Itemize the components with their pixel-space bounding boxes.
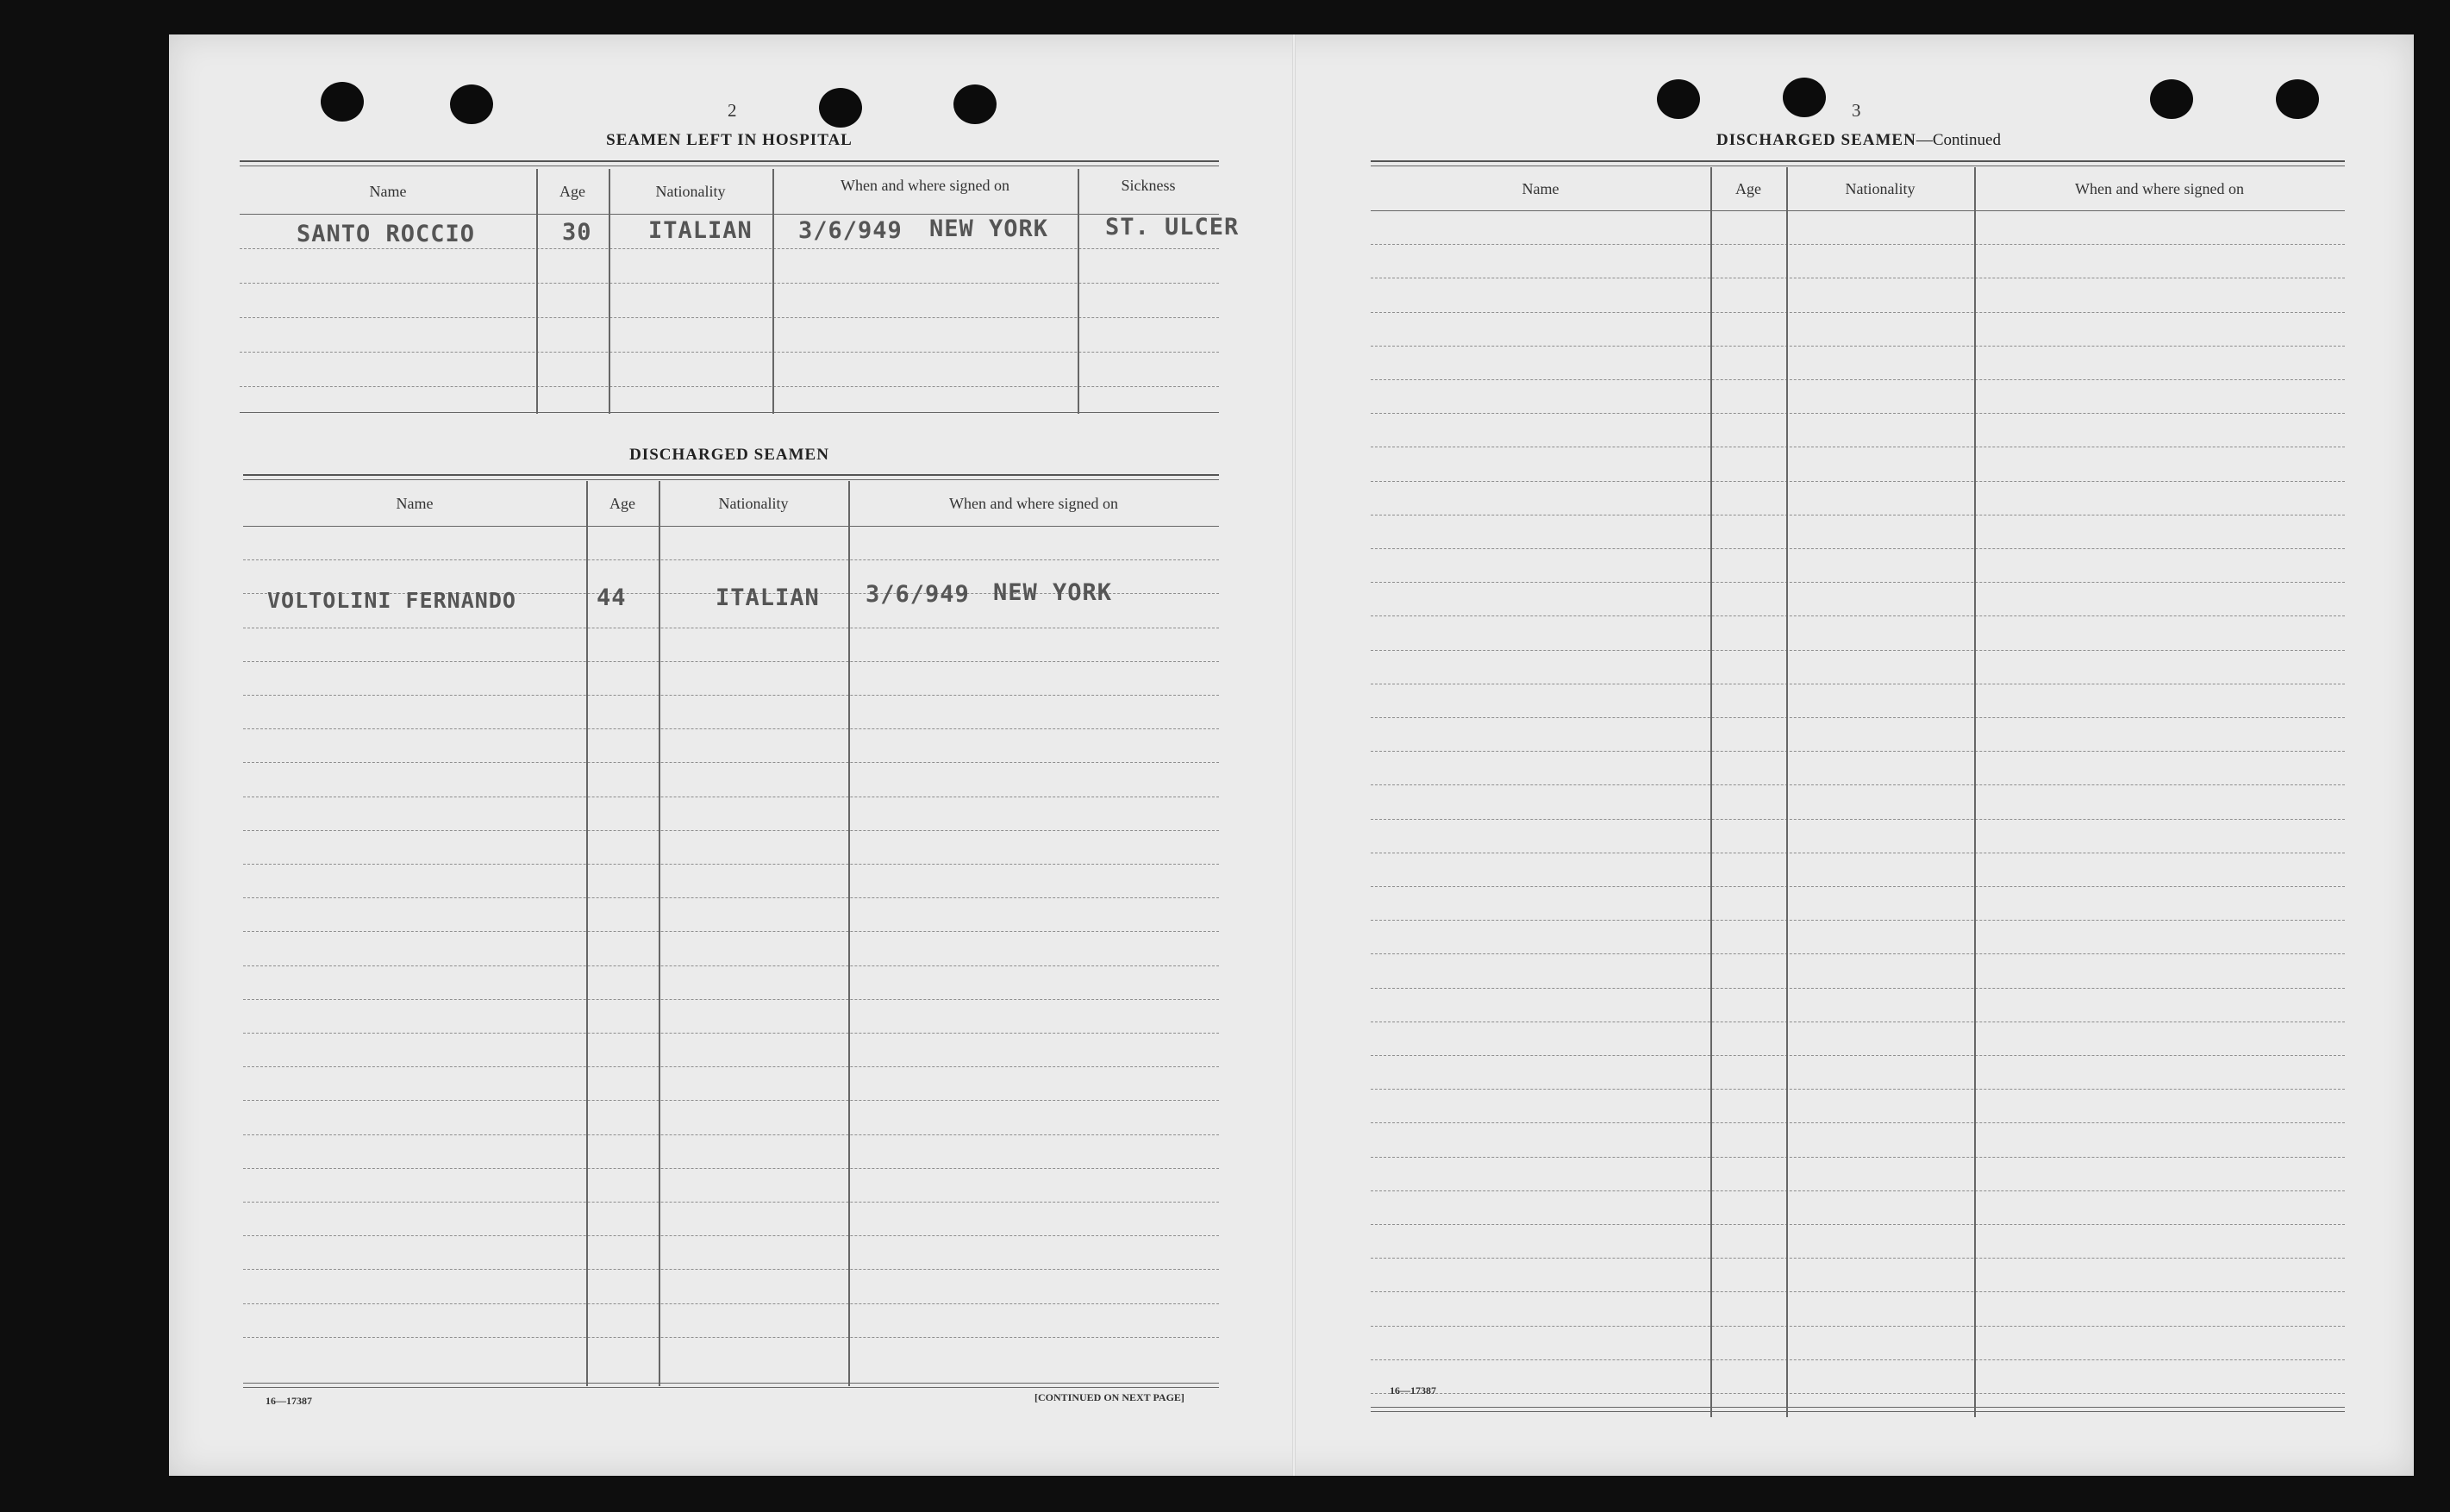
row-line — [1371, 1089, 2345, 1090]
column-divider — [609, 169, 610, 414]
form-number: 16—17387 — [266, 1395, 312, 1407]
row-line — [1371, 751, 2345, 752]
row-line — [243, 1303, 1219, 1304]
row-line — [1371, 1190, 2345, 1191]
section-title-discharged-continued — [1557, 131, 2160, 150]
section-title: DISCHARGED SEAMEN — [1716, 131, 1916, 149]
column-header-name: Name — [369, 182, 407, 200]
hospital-row-age: 30 — [562, 219, 592, 246]
table-rule — [243, 479, 1219, 480]
column-header-nationality: Nationality — [655, 182, 726, 200]
column-divider — [848, 481, 850, 1386]
row-line — [1371, 886, 2345, 887]
column-header-signed-on: When and where signed on — [2075, 179, 2244, 197]
row-line — [243, 1235, 1219, 1236]
column-divider — [1786, 167, 1788, 1417]
header-divider — [240, 214, 1219, 215]
row-line — [1371, 1055, 2345, 1056]
section-title-suffix: —Continued — [1916, 131, 2001, 149]
page-fold — [1292, 34, 1296, 1476]
table-rule — [240, 160, 1219, 162]
column-header-age: Age — [559, 182, 585, 200]
hospital-row-date: 3/6/949 — [798, 217, 903, 244]
discharged-row-nationality: ITALIAN — [716, 584, 820, 611]
left-page — [169, 34, 1290, 1476]
column-header-nationality: Nationality — [718, 494, 789, 512]
row-line — [1371, 582, 2345, 583]
row-line — [1371, 346, 2345, 347]
row-line — [1371, 819, 2345, 820]
hospital-row-name: SANTO ROCCIO — [297, 221, 476, 247]
discharged-row-place: NEW YORK — [993, 579, 1113, 606]
row-line — [1371, 379, 2345, 380]
column-divider — [1078, 169, 1079, 414]
column-header-signed-on: When and where signed on — [949, 494, 1118, 512]
row-line — [1371, 784, 2345, 785]
row-line — [1371, 650, 2345, 651]
row-line — [1371, 244, 2345, 245]
column-divider — [1710, 167, 1712, 1417]
row-line — [243, 999, 1219, 1000]
row-line — [243, 897, 1219, 898]
row-line — [240, 248, 1219, 249]
header-divider — [1371, 210, 2345, 211]
row-line — [1371, 481, 2345, 482]
row-line — [1371, 1122, 2345, 1123]
row-line — [243, 1033, 1219, 1034]
document-sheet — [169, 34, 2414, 1476]
header-divider — [243, 526, 1219, 527]
table-bottom-rule — [240, 412, 1219, 413]
column-header-nationality: Nationality — [1845, 179, 1916, 197]
row-line — [243, 965, 1219, 966]
table-bottom-rule — [1371, 1407, 2345, 1408]
row-line — [243, 1066, 1219, 1067]
row-line — [243, 1202, 1219, 1203]
row-line — [1371, 1157, 2345, 1158]
row-line — [243, 559, 1219, 560]
right-page — [1298, 34, 2414, 1476]
row-line — [240, 283, 1219, 284]
row-line — [243, 1269, 1219, 1270]
column-header-signed-on: When and where signed on — [841, 176, 1009, 194]
row-line — [1371, 1326, 2345, 1327]
row-line — [243, 1168, 1219, 1169]
table-rule — [243, 474, 1219, 476]
hospital-table — [240, 160, 1240, 415]
row-line — [1371, 615, 2345, 616]
hospital-row-sickness: ST. ULCER — [1105, 214, 1240, 241]
discharged-row-date: 3/6/949 — [866, 581, 970, 608]
hospital-row-nationality: ITALIAN — [648, 217, 753, 244]
row-line — [243, 695, 1219, 696]
table-bottom-rule — [243, 1383, 1219, 1384]
row-line — [1371, 1359, 2345, 1360]
row-line — [243, 1337, 1219, 1338]
column-divider — [772, 169, 774, 414]
column-header-name: Name — [1522, 179, 1559, 197]
row-line — [1371, 312, 2345, 313]
discharged-continued-table — [1371, 160, 2345, 1414]
row-line — [1371, 953, 2345, 954]
row-line — [243, 661, 1219, 662]
row-line — [240, 386, 1219, 387]
column-divider — [536, 169, 538, 414]
row-line — [1371, 413, 2345, 414]
row-line — [1371, 1393, 2345, 1394]
column-header-age: Age — [609, 494, 635, 512]
column-header-sickness: Sickness — [1121, 176, 1176, 194]
row-line — [1371, 988, 2345, 989]
row-line — [240, 352, 1219, 353]
row-line — [1371, 548, 2345, 549]
page-number: 2 — [728, 100, 737, 121]
section-title-hospital: SEAMEN LEFT IN HOSPITAL — [606, 131, 853, 149]
row-line — [1371, 920, 2345, 921]
table-bottom-rule — [1371, 1411, 2345, 1412]
row-line — [243, 728, 1219, 729]
section-title-discharged: DISCHARGED SEAMEN — [629, 446, 829, 464]
row-line — [243, 1134, 1219, 1135]
hospital-row-place: NEW YORK — [929, 216, 1049, 242]
column-divider — [586, 481, 588, 1386]
row-line — [243, 864, 1219, 865]
row-line — [240, 317, 1219, 318]
column-header-age: Age — [1735, 179, 1761, 197]
discharged-row-name: VOLTOLINI FERNANDO — [267, 588, 516, 613]
column-divider — [1974, 167, 1976, 1417]
row-line — [243, 830, 1219, 831]
row-line — [243, 762, 1219, 763]
discharged-row-age: 44 — [597, 584, 627, 611]
form-number: 16—17387 — [1390, 1384, 1436, 1396]
row-line — [1371, 1258, 2345, 1259]
page-number: 3 — [1852, 100, 1861, 121]
column-header-name: Name — [396, 494, 434, 512]
row-line — [1371, 1224, 2345, 1225]
row-line — [1371, 1291, 2345, 1292]
discharged-table — [243, 474, 1219, 1388]
column-divider — [659, 481, 660, 1386]
row-line — [1371, 717, 2345, 718]
table-rule — [1371, 160, 2345, 162]
row-line — [243, 1100, 1219, 1101]
row-line — [243, 931, 1219, 932]
continued-note: [CONTINUED ON NEXT PAGE] — [1034, 1391, 1184, 1403]
table-bottom-rule — [243, 1387, 1219, 1388]
